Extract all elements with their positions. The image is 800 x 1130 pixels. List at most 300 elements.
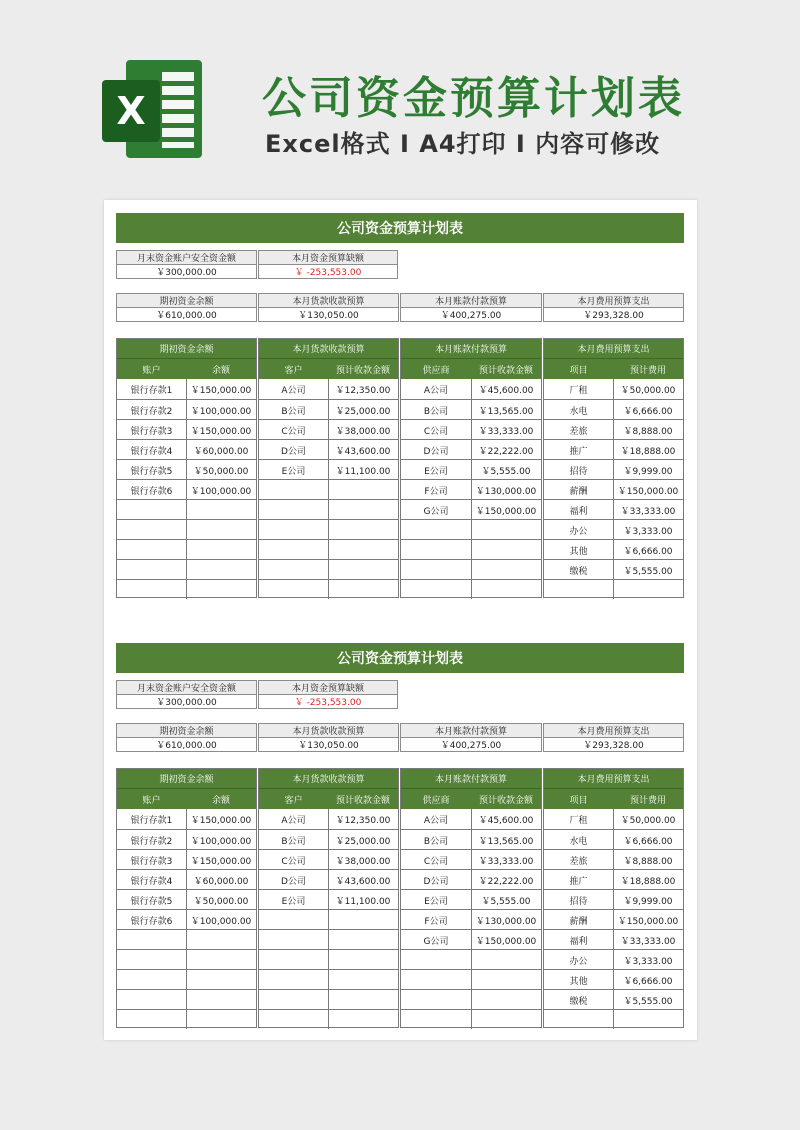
row-amount-cell: ￥13,565.00 [478,836,534,847]
page-header [0,0,800,195]
column-header: 项目 [569,365,588,376]
table-row [401,559,541,579]
row-name-cell [117,580,186,600]
row-amount-cell [186,500,256,520]
row-amount-cell: ￥18,888.00 [620,876,676,887]
table-row [259,829,398,849]
row-amount-cell [186,970,256,990]
row-name-cell: 银行存款1 [130,385,173,396]
row-name-cell [259,990,328,1010]
table-row [544,909,683,929]
table-row [401,459,541,479]
row-name-cell: A公司 [281,815,306,826]
column-header: 供应商 [422,365,450,376]
group-title: 本月货款收款预算 [259,339,398,359]
row-amount-cell: ￥150,000.00 [475,936,537,947]
row-name-cell: A公司 [423,815,449,826]
row-amount-cell: ￥5,555.00 [481,466,531,477]
table-row [544,459,683,479]
row-name-cell: 银行存款3 [130,426,173,437]
row-amount-cell: ￥33,333.00 [620,936,676,947]
row-name-cell: A公司 [423,385,449,396]
row-amount-cell: ￥38,000.00 [335,856,391,867]
gap-label: 本月资金预算缺额 [258,680,398,695]
row-name-cell: B公司 [423,406,449,417]
row-amount-cell [186,990,256,1010]
row-amount-cell [471,1010,541,1030]
row-amount-cell: ￥50,000.00 [193,896,249,907]
row-name-cell: 厂租 [569,385,588,396]
table-row [401,519,541,539]
row-amount-cell [186,930,256,950]
row-amount-cell: ￥150,000.00 [190,385,252,396]
row-amount-cell: ￥8,888.00 [623,426,673,437]
column-header: 预计费用 [629,365,666,376]
table-row [117,519,256,539]
row-amount-cell: ￥6,666.00 [623,976,673,987]
summary-label: 本月费用预算支出 [543,293,684,308]
row-name-cell: 水电 [569,836,588,847]
row-amount-cell: ￥5,555.00 [481,896,531,907]
budget-group-table [116,338,257,598]
row-name-cell [401,990,471,1010]
row-amount-cell: ￥50,000.00 [620,385,676,396]
budget-group-table [400,338,542,598]
row-name-cell: B公司 [281,406,306,417]
table-row [117,439,256,459]
row-amount-cell [471,520,541,540]
safe-fund-label: 月末资金账户安全资金额 [116,680,257,695]
table-row [117,809,256,829]
row-name-cell: E公司 [424,466,448,477]
row-name-cell: 厂租 [569,815,588,826]
table-row [401,869,541,889]
row-amount-cell [471,950,541,970]
row-name-cell: 银行存款1 [130,815,173,826]
table-row [117,929,256,949]
table-row [259,969,398,989]
group-title: 本月账款付款预算 [401,769,541,789]
row-name-cell: D公司 [281,446,306,457]
table-row [544,399,683,419]
summary-value: ￥130,050.00 [258,737,399,752]
row-amount-cell: ￥18,888.00 [620,446,676,457]
table-row [259,989,398,1009]
row-name-cell: F公司 [424,486,448,497]
row-amount-cell: ￥25,000.00 [335,406,391,417]
table-row [401,479,541,499]
table-row [259,439,398,459]
row-amount-cell [471,970,541,990]
row-amount-cell: ￥150,000.00 [617,486,679,497]
table-row [544,579,683,599]
column-header: 余额 [211,365,230,376]
table-row [259,809,398,829]
row-amount-cell [186,560,256,580]
row-name-cell: 福利 [569,936,588,947]
row-amount-cell: ￥130,000.00 [475,916,537,927]
row-name-cell: 办公 [569,526,588,537]
row-name-cell [117,1010,186,1030]
table-row [117,419,256,439]
table-row [259,479,398,499]
row-name-cell [259,1010,328,1030]
row-name-cell [259,480,328,500]
row-name-cell [401,520,471,540]
sub-title: Excel格式 I A4打印 I 内容可修改 [265,130,661,158]
table-row [544,479,683,499]
table-row [117,379,256,399]
row-amount-cell: ￥6,666.00 [623,406,673,417]
row-name-cell: 银行存款2 [130,836,173,847]
table-row [401,929,541,949]
table-row [401,419,541,439]
column-header: 预计收款金额 [335,795,390,806]
row-amount-cell: ￥100,000.00 [190,836,252,847]
row-name-cell: 银行存款6 [130,486,173,497]
row-name-cell [117,540,186,560]
row-name-cell: G公司 [423,936,449,947]
budget-group-table [116,768,257,1028]
row-name-cell: 推广 [569,446,588,457]
table-row [259,379,398,399]
table-row [117,399,256,419]
row-amount-cell: ￥43,600.00 [335,876,391,887]
table-row [544,809,683,829]
row-amount-cell [328,1010,398,1030]
row-amount-cell: ￥22,222.00 [478,446,534,457]
table-row [117,499,256,519]
column-header: 项目 [569,795,588,806]
table-row [117,459,256,479]
table-row [544,989,683,1009]
row-name-cell [259,540,328,560]
column-header: 余额 [211,795,230,806]
table-row [544,889,683,909]
row-amount-cell: ￥22,222.00 [478,876,534,887]
row-amount-cell: ￥5,555.00 [623,996,673,1007]
row-name-cell [117,500,186,520]
table-row [117,829,256,849]
summary-label: 本月账款付款预算 [400,293,542,308]
row-amount-cell: ￥60,000.00 [193,446,249,457]
row-name-cell: E公司 [424,896,448,907]
budget-group-table [258,338,399,598]
column-header: 预计收款金额 [478,795,533,806]
table-row [544,439,683,459]
row-name-cell [544,1010,613,1030]
budget-group-table [258,768,399,1028]
row-amount-cell: ￥9,999.00 [623,896,673,907]
group-title: 本月货款收款预算 [259,769,398,789]
row-name-cell [259,930,328,950]
row-name-cell: 缴税 [569,566,588,577]
row-amount-cell: ￥33,333.00 [620,506,676,517]
row-amount-cell [471,560,541,580]
row-amount-cell [328,500,398,520]
row-name-cell [401,1010,471,1030]
row-name-cell [117,990,186,1010]
row-name-cell: 招待 [569,896,588,907]
row-name-cell [259,580,328,600]
row-amount-cell: ￥150,000.00 [190,426,252,437]
row-name-cell: B公司 [281,836,306,847]
table-row [544,849,683,869]
row-name-cell [259,500,328,520]
table-row [117,539,256,559]
row-name-cell: B公司 [423,836,449,847]
table-row [544,869,683,889]
table-row [259,459,398,479]
table-row [117,1009,256,1029]
row-name-cell: 银行存款2 [130,406,173,417]
row-amount-cell: ￥6,666.00 [623,836,673,847]
table-row [401,849,541,869]
table-row [544,539,683,559]
table-row [544,519,683,539]
table-row [401,499,541,519]
row-name-cell [259,560,328,580]
table-row [117,909,256,929]
column-header: 客户 [284,795,303,806]
column-header: 预计收款金额 [335,365,390,376]
row-name-cell: 办公 [569,956,588,967]
group-title: 本月费用预算支出 [544,339,683,359]
main-title: 公司资金预算计划表 [262,73,685,124]
summary-value: ￥293,328.00 [543,307,684,322]
row-name-cell [401,950,471,970]
summary-value: ￥130,050.00 [258,307,399,322]
row-name-cell [117,930,186,950]
row-amount-cell [328,950,398,970]
row-name-cell: 推广 [569,876,588,887]
row-name-cell: 银行存款5 [130,896,173,907]
table-row [259,519,398,539]
row-amount-cell: ￥150,000.00 [190,815,252,826]
table-row [259,539,398,559]
table-row [401,969,541,989]
group-title: 本月费用预算支出 [544,769,683,789]
summary-label: 期初资金余额 [116,723,257,738]
row-name-cell [401,970,471,990]
row-name-cell: 其他 [569,546,588,557]
row-amount-cell: ￥60,000.00 [193,876,249,887]
table-row [117,559,256,579]
row-amount-cell: ￥150,000.00 [190,856,252,867]
summary-label: 本月费用预算支出 [543,723,684,738]
table-row [401,379,541,399]
table-row [259,559,398,579]
table-row [544,559,683,579]
row-amount-cell [328,990,398,1010]
table-row [544,379,683,399]
budget-group-table [543,768,684,1028]
column-header: 客户 [284,365,303,376]
table-row [259,419,398,439]
summary-label: 期初资金余额 [116,293,257,308]
table-row [259,869,398,889]
table-row [259,929,398,949]
row-amount-cell: ￥38,000.00 [335,426,391,437]
table-row [401,1009,541,1029]
table-row [117,579,256,599]
row-name-cell: 水电 [569,406,588,417]
row-amount-cell: ￥43,600.00 [335,446,391,457]
summary-label: 本月货款收款预算 [258,723,399,738]
row-name-cell: 银行存款4 [130,876,173,887]
summary-value: ￥610,000.00 [116,737,257,752]
table-row [117,479,256,499]
row-amount-cell [328,520,398,540]
row-name-cell [401,540,471,560]
row-name-cell [259,910,328,930]
row-name-cell [401,560,471,580]
summary-value: ￥293,328.00 [543,737,684,752]
table-row [401,889,541,909]
row-amount-cell: ￥8,888.00 [623,856,673,867]
table-row [544,419,683,439]
budget-group-table [543,338,684,598]
row-amount-cell [471,580,541,600]
row-amount-cell [328,540,398,560]
table-row [544,499,683,519]
row-amount-cell [471,540,541,560]
row-amount-cell [613,1010,683,1030]
table-row [259,909,398,929]
row-name-cell: 薪酬 [569,916,588,927]
row-name-cell: C公司 [423,856,449,867]
row-amount-cell [186,520,256,540]
row-name-cell: 缴税 [569,996,588,1007]
row-amount-cell: ￥45,600.00 [478,815,534,826]
table-row [401,989,541,1009]
table-row [544,829,683,849]
row-name-cell: G公司 [423,506,449,517]
row-amount-cell [186,540,256,560]
summary-value: ￥400,275.00 [400,737,542,752]
row-amount-cell [328,970,398,990]
row-name-cell: 招待 [569,466,588,477]
row-name-cell: 薪酬 [569,486,588,497]
table-row [544,969,683,989]
table-row [401,809,541,829]
row-amount-cell: ￥100,000.00 [190,406,252,417]
row-amount-cell: ￥3,333.00 [623,526,673,537]
row-amount-cell: ￥33,333.00 [478,856,534,867]
row-amount-cell: ￥45,600.00 [478,385,534,396]
row-amount-cell [186,580,256,600]
row-amount-cell: ￥100,000.00 [190,486,252,497]
row-amount-cell: ￥25,000.00 [335,836,391,847]
row-name-cell: E公司 [281,896,306,907]
table-row [259,949,398,969]
summary-label: 本月货款收款预算 [258,293,399,308]
table-row [544,949,683,969]
row-name-cell: 银行存款3 [130,856,173,867]
row-amount-cell: ￥5,555.00 [623,566,673,577]
table-row [401,579,541,599]
table-row [401,399,541,419]
group-title: 期初资金余额 [117,339,256,359]
row-amount-cell [328,560,398,580]
row-amount-cell: ￥12,350.00 [335,385,391,396]
row-name-cell: 差旅 [569,426,588,437]
row-name-cell: 银行存款6 [130,916,173,927]
row-name-cell: D公司 [423,446,449,457]
table-row [259,849,398,869]
group-title: 本月账款付款预算 [401,339,541,359]
sheet-title: 公司资金预算计划表 [116,643,684,673]
table-row [401,909,541,929]
row-amount-cell: ￥33,333.00 [478,426,534,437]
excel-logo-icon: X [96,60,206,160]
row-name-cell: 福利 [569,506,588,517]
budget-sheet [116,643,684,1033]
table-row [401,539,541,559]
row-amount-cell: ￥9,999.00 [623,466,673,477]
row-name-cell: D公司 [423,876,449,887]
summary-label: 本月账款付款预算 [400,723,542,738]
row-name-cell: F公司 [424,916,448,927]
row-name-cell: A公司 [281,385,306,396]
row-amount-cell: ￥50,000.00 [620,815,676,826]
table-row [544,929,683,949]
row-amount-cell: ￥12,350.00 [335,815,391,826]
row-amount-cell: ￥6,666.00 [623,546,673,557]
summary-value: ￥610,000.00 [116,307,257,322]
summary-value: ￥400,275.00 [400,307,542,322]
table-row [117,889,256,909]
table-row [117,869,256,889]
row-amount-cell [186,950,256,970]
gap-value: ￥ -253,553.00 [258,694,398,709]
row-amount-cell: ￥130,000.00 [475,486,537,497]
budget-group-table [400,768,542,1028]
row-amount-cell [328,930,398,950]
table-row [544,1009,683,1029]
group-title: 期初资金余额 [117,769,256,789]
sheet-title: 公司资金预算计划表 [116,213,684,243]
row-amount-cell: ￥150,000.00 [475,506,537,517]
row-amount-cell [328,580,398,600]
row-name-cell [117,950,186,970]
safe-fund-value: ￥300,000.00 [116,694,257,709]
table-row [259,399,398,419]
table-row [117,949,256,969]
table-row [401,949,541,969]
row-amount-cell: ￥11,100.00 [335,896,391,907]
row-name-cell [401,580,471,600]
row-name-cell [117,520,186,540]
row-name-cell [544,580,613,600]
row-name-cell: C公司 [423,426,449,437]
row-amount-cell [328,910,398,930]
row-name-cell [117,560,186,580]
row-amount-cell: ￥50,000.00 [193,466,249,477]
gap-value: ￥ -253,553.00 [258,264,398,279]
table-row [259,1009,398,1029]
row-amount-cell [613,580,683,600]
table-row [117,989,256,1009]
column-header: 账户 [142,795,161,806]
row-name-cell [259,970,328,990]
row-name-cell [259,950,328,970]
row-name-cell: 差旅 [569,856,588,867]
row-amount-cell: ￥13,565.00 [478,406,534,417]
table-row [259,579,398,599]
row-name-cell: D公司 [281,876,306,887]
budget-sheet [116,213,684,603]
